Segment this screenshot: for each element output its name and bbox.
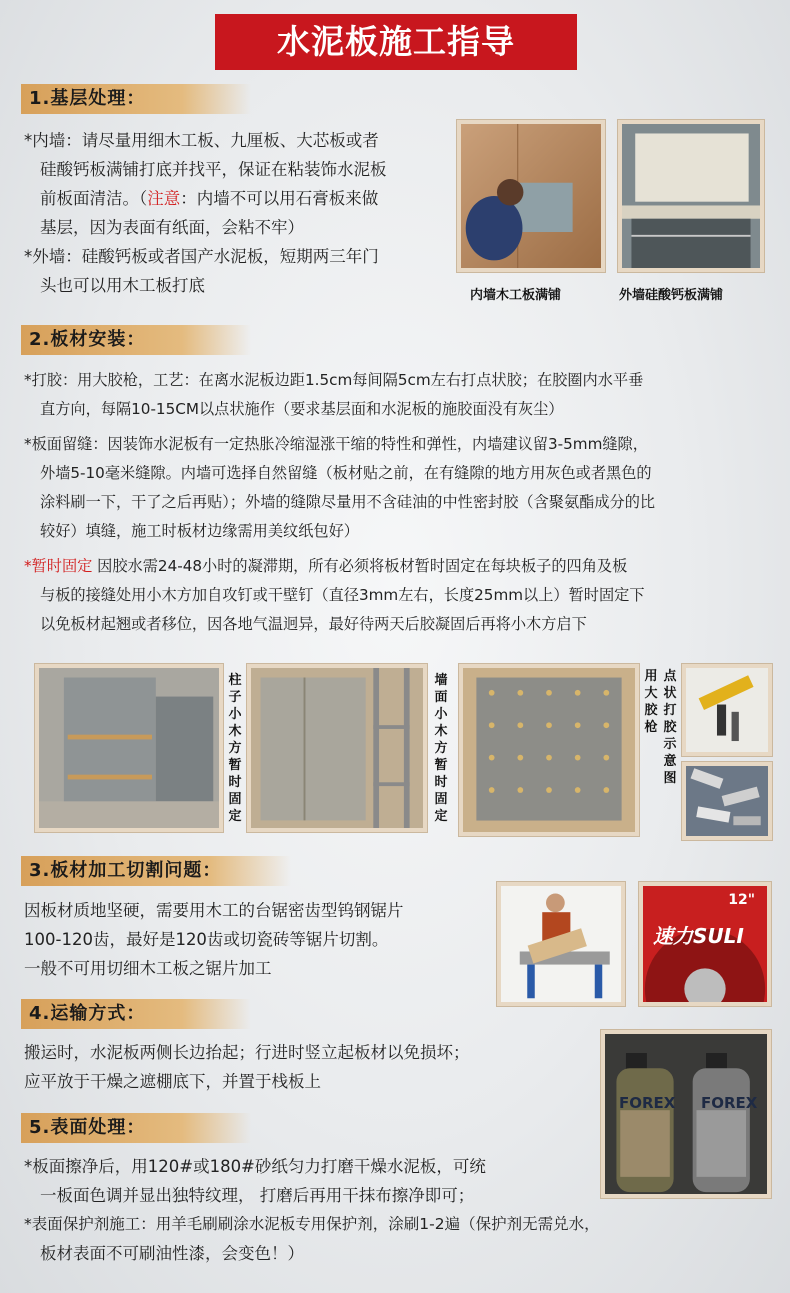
page-title: 水泥板施工指导 [215, 14, 577, 70]
text-line: 涂料刷一下，干了之后再贴）；外墙的缝隙尽量用不含硅油的中性密封胶（含聚氨酯成分的比 [40, 493, 656, 511]
section-1-text [24, 126, 387, 300]
section-2-heading: 2.板材安装： [21, 325, 251, 355]
text-line: 基层，因为表面有纸面，会粘不牢） [40, 218, 304, 237]
bottle-label-left: FOREX [619, 1094, 676, 1112]
caption-glue-gun: 用大胶枪 [644, 669, 658, 735]
section-3-heading: 3.板材加工切割问题： [21, 856, 291, 886]
section-4-text [24, 1038, 470, 1096]
text-line: *板面留缝：因装饰水泥板有一定热胀冷缩湿涨干缩的特性和弹性，内墙建议留3-5mm缝隙， [24, 435, 648, 453]
text-line: 硅酸钙板满铺打底并找平，保证在粘装饰水泥板 [40, 160, 387, 179]
text-line: *表面保护剂施工：用羊毛刷刷涂水泥板专用保护剂，涂刷1-2遍（保护剂无需兑水， [24, 1215, 600, 1233]
caption-exterior-wall: 外墙硅酸钙板满铺 [619, 288, 724, 303]
text-line: 一板面色调并显出独特纹理， 打磨后再用干抹布擦净即可； [40, 1186, 475, 1205]
section-5-heading: 5.表面处理： [21, 1113, 251, 1143]
text-line: *板面擦净后，用120#或180#砂纸匀力打磨干燥水泥板，可统 [24, 1157, 486, 1176]
text-line: 板材表面不可刷油性漆，会变色！） [40, 1244, 304, 1263]
text-line: 100-120齿，最好是120齿或切瓷砖等锯片切割。 [24, 930, 389, 949]
text-line: 较好）填缝，施工时板材边缘需用美纹纸包好） [40, 522, 359, 540]
text-line: 直方向，每隔10-15CM以点状施作（要求基层面和水泥板的施胶面没有灰尘） [40, 400, 564, 418]
text-line: ：内墙不可以用石膏板来做 [180, 189, 379, 208]
text-line: 应平放于干燥之遮棚底下，并置于栈板上 [24, 1072, 321, 1091]
section-5-text [24, 1152, 600, 1268]
section-3-text [24, 896, 404, 983]
protective-agent-bottles-photo [601, 1030, 771, 1198]
glue-gun-photo [682, 664, 772, 756]
wall-fixing-photo [247, 664, 427, 832]
bottle-label-right: FOREX [701, 1094, 758, 1112]
text-line: 搬运时，水泥板两侧长边抬起；行进时竖立起板材以免损坏； [24, 1043, 470, 1062]
text-line: 前板面清洁。（ [40, 189, 148, 208]
text-line: *外墙：硅酸钙板或者国产水泥板，短期两三年门 [24, 247, 379, 266]
caption-wall-fixing: 墙面小木方暂时固定 [434, 673, 448, 824]
saw-blade-photo [639, 882, 771, 1006]
text-line: 因板材质地坚硬，需要用木工的台锯密齿型钨钢锯片 [24, 901, 404, 920]
caption-column-fixing: 柱子小木方暂时固定 [228, 673, 242, 824]
text-line: 外墙5-10毫米缝隙。内墙可选择自然留缝（板材贴之前，在有缝隙的地方用灰色或者黑色的 [40, 464, 652, 482]
glue-tubes-photo [682, 762, 772, 840]
text-line: *打胶：用大胶枪，工艺：在离水泥板边距1.5cm每间隔5cm左右打点状胶；在胶圈内水平垂 [24, 371, 644, 389]
section-1-heading: 1.基层处理： [21, 84, 251, 114]
section-4-heading: 4.运输方式： [21, 999, 251, 1029]
exterior-wall-photo [618, 120, 764, 272]
interior-wall-photo [457, 120, 605, 272]
caption-glue-dots: 点状打胶示意图 [663, 669, 677, 786]
temporary-fix-highlight: 暂时固定 [31, 557, 93, 575]
caption-interior-wall: 内墙木工板满铺 [470, 288, 562, 303]
section-2-text [24, 366, 655, 639]
table-saw-photo [497, 882, 625, 1006]
glue-dots-photo [459, 664, 639, 836]
text-line: *内墙：请尽量用细木工板、九厘板、大芯板或者 [24, 131, 379, 150]
text-line: 以免板材起翘或者移位，因各地气温迥异，最好待两天后胶凝固后再将小木方启下 [40, 615, 587, 633]
text-line: 因胶水需24-48小时的凝滞期，所有必须将板材暂时固定在每块板子的四角及板 [92, 557, 628, 575]
blade-brand-label: 速力SULI [653, 924, 744, 948]
note-highlight: 注意 [147, 189, 181, 208]
text-line: 一般不可用切细木工板之锯片加工 [24, 959, 272, 978]
blade-size-label: 12" [728, 892, 755, 908]
text-line: 与板的接缝处用小木方加自攻钉或干壁钉（直径3mm左右，长度25mm以上）暂时固定下 [40, 586, 645, 604]
text-line: * [24, 557, 32, 575]
text-line: 头也可以用木工板打底 [40, 276, 205, 295]
column-fixing-photo [35, 664, 223, 832]
